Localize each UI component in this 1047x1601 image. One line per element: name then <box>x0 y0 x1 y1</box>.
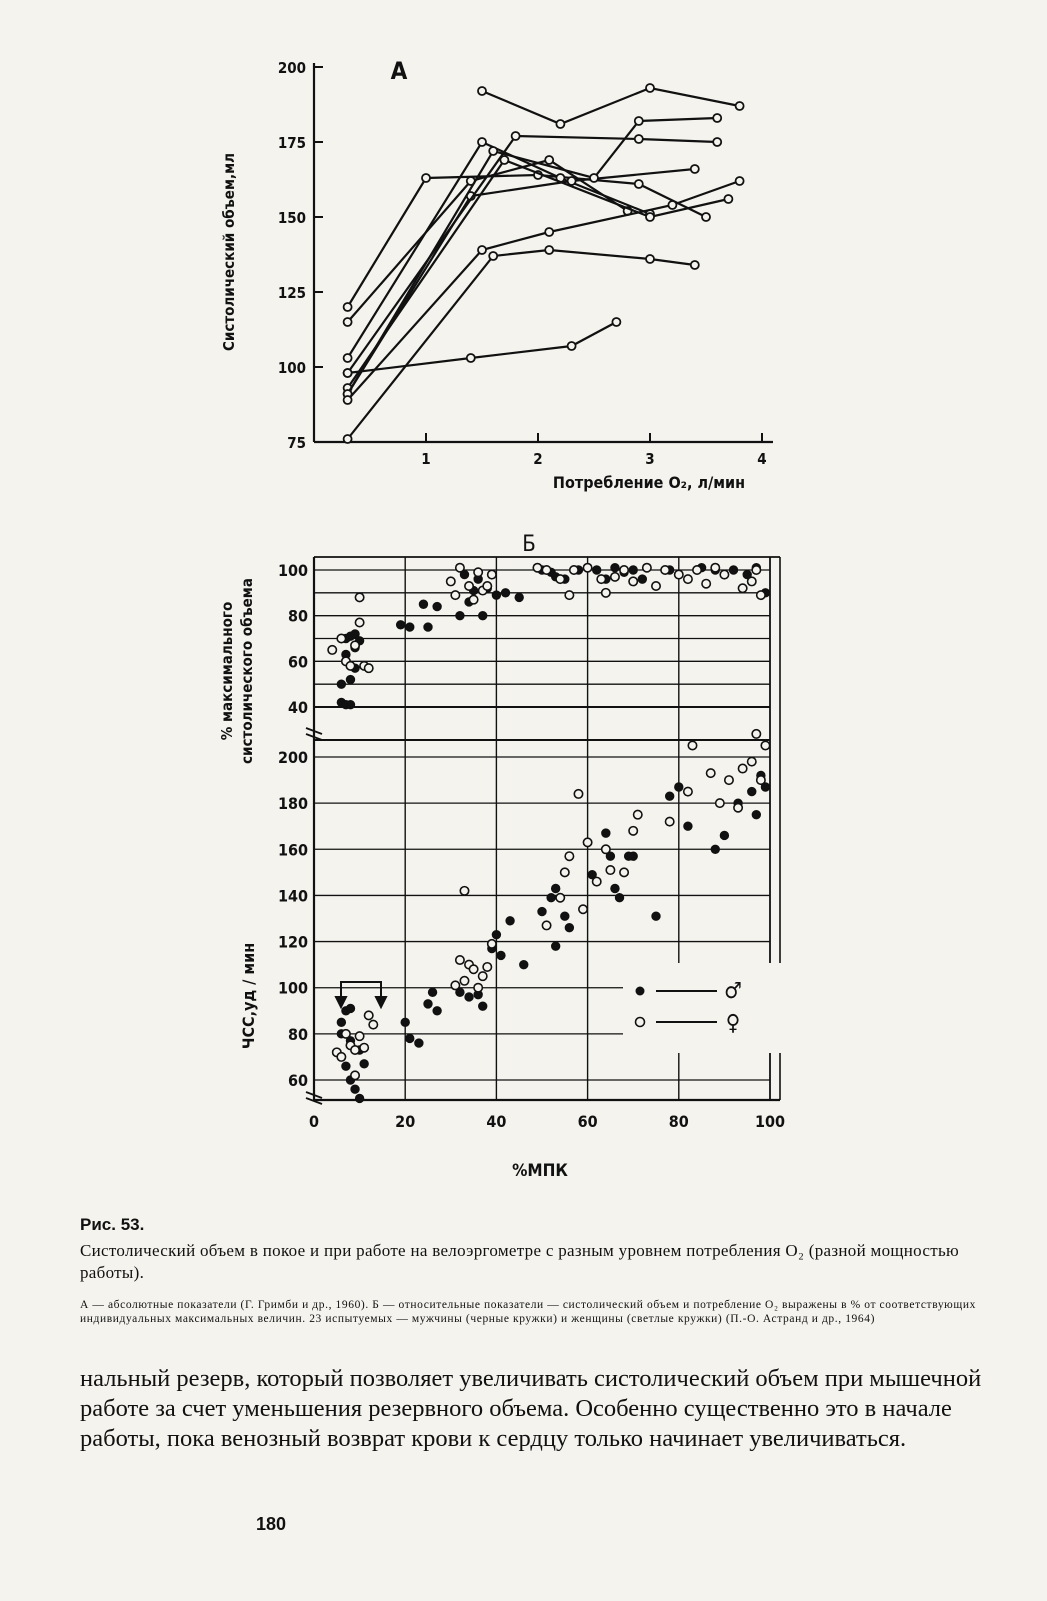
female-point <box>369 1020 377 1028</box>
panel-a-point <box>724 195 732 203</box>
panel-a-point <box>590 174 598 182</box>
male-point <box>355 1094 363 1102</box>
panel-a-point <box>713 138 721 146</box>
female-point <box>483 582 491 590</box>
male-point <box>684 822 692 830</box>
female-point <box>447 577 455 585</box>
female-point <box>611 573 619 581</box>
male-point <box>337 1018 345 1026</box>
panel-a-line <box>348 250 695 439</box>
panel-a-point <box>545 156 553 164</box>
female-point <box>602 845 610 853</box>
legend <box>623 963 785 1053</box>
female-point <box>597 575 605 583</box>
female-point <box>684 575 692 583</box>
male-point <box>346 1004 354 1012</box>
female-point <box>602 589 610 597</box>
male-point <box>433 1007 441 1015</box>
female-point <box>346 662 354 670</box>
panel-b-x-label: %МПК <box>512 1161 568 1181</box>
female-point <box>583 838 591 846</box>
panel-b-x-tick-label: 60 <box>577 1112 598 1131</box>
female-point <box>456 564 464 572</box>
panel-a-label: А <box>390 57 408 85</box>
panel-a-x-tick-label: 2 <box>533 450 543 468</box>
panel-a-y-label: Систолический объем,мл <box>220 152 238 352</box>
panel-a-point <box>478 87 486 95</box>
panel-a-point <box>635 135 643 143</box>
female-point <box>451 591 459 599</box>
female-point <box>469 595 477 603</box>
panel-a-series-line <box>344 318 621 377</box>
male-point <box>479 1002 487 1010</box>
female-point <box>355 618 363 626</box>
female-point <box>365 1011 373 1019</box>
panel-a-point <box>646 84 654 92</box>
male-point <box>748 787 756 795</box>
female-point <box>752 730 760 738</box>
male-point <box>428 988 436 996</box>
male-point <box>729 566 737 574</box>
female-point <box>355 593 363 601</box>
female-point <box>752 566 760 574</box>
female-point <box>620 566 628 574</box>
panel-a-point <box>478 138 486 146</box>
panel-a-series-line <box>344 171 710 311</box>
panel-a-point <box>489 252 497 260</box>
female-point <box>716 799 724 807</box>
male-point <box>720 831 728 839</box>
panel-b-x-tick-label: 80 <box>668 1112 689 1131</box>
male-point <box>479 611 487 619</box>
panel-b-bottom-y-tick-label: 80 <box>287 1024 308 1044</box>
panel-a-x-ticks <box>421 433 766 468</box>
male-point <box>675 783 683 791</box>
female-point <box>693 566 701 574</box>
female-point <box>738 764 746 772</box>
panel-a-y-tick-label: 125 <box>277 284 306 302</box>
female-point <box>561 868 569 876</box>
female-point <box>720 570 728 578</box>
panel-b-bottom-y-tick-label: 140 <box>277 886 308 906</box>
panel-b-bottom-y-tick-label: 180 <box>277 794 308 814</box>
panel-a-point <box>635 117 643 125</box>
female-point <box>483 963 491 971</box>
female-point <box>465 582 473 590</box>
panel-b-bottom-y-tick-label: 100 <box>277 978 308 998</box>
panel-a-series-line <box>344 165 699 398</box>
male-point <box>424 623 432 631</box>
panel-a-line <box>348 118 718 394</box>
panel-a-point <box>344 303 352 311</box>
panel-a-point <box>512 132 520 140</box>
panel-a-series-line <box>478 84 744 128</box>
rest-bracket <box>336 982 386 1007</box>
female-point <box>574 790 582 798</box>
female-point <box>342 1030 350 1038</box>
male-point <box>638 575 646 583</box>
female-point <box>702 580 710 588</box>
male-point <box>561 912 569 920</box>
panel-a-point <box>422 174 430 182</box>
female-point <box>542 566 550 574</box>
page-number: 180 <box>256 1514 287 1534</box>
female-point <box>355 1032 363 1040</box>
panel-a-y-ticks <box>278 59 323 452</box>
panel-b-bottom-y-tick-label: 120 <box>277 932 308 952</box>
panel-b-x-tick-label: 20 <box>395 1112 416 1131</box>
panel-a-point <box>568 342 576 350</box>
male-point <box>665 792 673 800</box>
male-point <box>652 912 660 920</box>
panel-a-line <box>348 169 695 394</box>
male-point <box>346 675 354 683</box>
female-point <box>337 634 345 642</box>
male-point <box>401 1018 409 1026</box>
female-point <box>570 566 578 574</box>
panel-b-top-y-label-line2: систолического объема <box>238 578 256 764</box>
panel-b-bottom-y-tick-label: 160 <box>277 840 308 860</box>
panel-a-point <box>691 261 699 269</box>
female-point <box>665 817 673 825</box>
panel-a-point <box>556 120 564 128</box>
legend-male-symbol: ♂ <box>724 979 742 1004</box>
figure-caption-details: А — абсолютные показатели (Г. Гримби и др., 1960). Б — относительные показатели — систолический объем и потребление О₂ выражены в % от соответствующих индивидуальных максимальных величин. 23 испытуемых — мужчины (черные кружки) и женщины (светлые кружки) (П.-О. Астранд и др., 1964) <box>80 1299 976 1325</box>
panel-b-top-y-tick-label: 80 <box>287 606 308 626</box>
panel-a-point <box>489 147 497 155</box>
female-point <box>748 757 756 765</box>
female-point <box>629 827 637 835</box>
panel-a-point <box>467 354 475 362</box>
female-point <box>593 877 601 885</box>
female-point <box>451 981 459 989</box>
male-point <box>415 1039 423 1047</box>
female-point <box>661 566 669 574</box>
panel-a-point <box>736 102 744 110</box>
panel-a-x-tick-label: 1 <box>421 450 431 468</box>
female-point <box>748 577 756 585</box>
female-point <box>688 741 696 749</box>
female-point <box>579 905 587 913</box>
panel-b-top-y-tick-label: 40 <box>287 698 308 717</box>
female-point <box>725 776 733 784</box>
figure-caption: Систолический объем в покое и при работе на велоэргометре с разным уровнем потребления О₂ (разной мощностью работы). <box>80 1241 960 1282</box>
panel-a-point <box>635 180 643 188</box>
female-point <box>606 866 614 874</box>
female-point <box>620 868 628 876</box>
male-point <box>752 810 760 818</box>
male-point <box>406 1034 414 1042</box>
male-point <box>615 894 623 902</box>
female-point <box>761 741 769 749</box>
female-point <box>565 852 573 860</box>
female-point <box>583 564 591 572</box>
panel-a-x-tick-label: 4 <box>757 450 767 468</box>
panel-a-point <box>668 201 676 209</box>
panel-a-point <box>646 255 654 263</box>
female-point <box>684 787 692 795</box>
panel-a-x-tick-label: 3 <box>645 450 655 468</box>
male-point <box>492 930 500 938</box>
panel-a-point <box>736 177 744 185</box>
female-point <box>337 1053 345 1061</box>
male-point <box>593 566 601 574</box>
panel-a-point <box>646 213 654 221</box>
female-point <box>474 568 482 576</box>
female-point <box>542 921 550 929</box>
female-point <box>652 582 660 590</box>
male-point <box>360 1060 368 1068</box>
female-point <box>556 575 564 583</box>
panel-a-line <box>348 160 729 388</box>
female-point <box>474 984 482 992</box>
male-point <box>351 1085 359 1093</box>
panel-a-point <box>478 246 486 254</box>
panel-a-series-line <box>344 156 733 392</box>
female-point <box>634 810 642 818</box>
female-point <box>533 564 541 572</box>
female-point <box>565 591 573 599</box>
panel-a-series <box>344 84 744 443</box>
legend-male-marker <box>636 987 645 996</box>
panel-a-line <box>348 175 706 307</box>
panel-a-point <box>713 114 721 122</box>
female-point <box>460 887 468 895</box>
panel-a-point <box>545 246 553 254</box>
male-point <box>501 589 509 597</box>
female-point <box>328 646 336 654</box>
male-point <box>629 852 637 860</box>
panel-b-bottom-y-tick-label: 60 <box>287 1071 308 1090</box>
female-point <box>757 776 765 784</box>
female-point <box>707 769 715 777</box>
male-point <box>346 701 354 709</box>
panel-b-x-tick-label: 100 <box>754 1112 786 1131</box>
legend-female-symbol: ♀ <box>725 1011 741 1036</box>
panel-a-point <box>344 318 352 326</box>
male-point <box>342 1062 350 1070</box>
male-point <box>611 564 619 572</box>
male-point <box>492 591 500 599</box>
panel-a-point <box>612 318 620 326</box>
female-point <box>757 591 765 599</box>
female-point <box>488 940 496 948</box>
female-point <box>456 956 464 964</box>
figure-number: Рис. 53. <box>80 1215 145 1234</box>
female-point <box>360 1044 368 1052</box>
male-point <box>602 829 610 837</box>
panel-b-bottom-y-tick-label: 200 <box>277 748 308 767</box>
male-point <box>506 917 514 925</box>
male-point <box>406 623 414 631</box>
female-point <box>643 564 651 572</box>
panel-b-label: Б <box>522 532 536 557</box>
panel-a-point <box>344 396 352 404</box>
female-point <box>365 664 373 672</box>
male-point <box>497 951 505 959</box>
panel-b-top-y-tick-label: 60 <box>287 652 308 672</box>
male-point <box>611 884 619 892</box>
panel-b-top-y-label-line1: % максимального <box>218 601 236 741</box>
male-point <box>520 960 528 968</box>
male-point <box>424 1000 432 1008</box>
male-point <box>551 942 559 950</box>
panel-b-x-tick-label: 40 <box>486 1112 507 1131</box>
male-point <box>629 566 637 574</box>
panel-a-y-tick-label: 200 <box>277 59 306 77</box>
body-paragraph: нальный резерв, который позволяет увеличивать систолический объем при мышечной работе за счет уменьшения резервного объема. Особенно существенно это в начале работы, пока венозный возврат крови к сердцу только начинает увеличиваться. <box>80 1365 982 1452</box>
male-point <box>433 602 441 610</box>
female-point <box>351 1071 359 1079</box>
panel-a-point <box>568 177 576 185</box>
female-point <box>556 894 564 902</box>
male-point <box>551 884 559 892</box>
female-point <box>460 977 468 985</box>
panel-a-y-tick-label: 100 <box>277 359 306 377</box>
female-point <box>351 1046 359 1054</box>
panel-a-x-label: Потребление О₂, л/мин <box>552 473 746 492</box>
panel-a-point <box>545 228 553 236</box>
panel-a-series-line <box>344 138 654 362</box>
female-point <box>469 965 477 973</box>
male-point <box>419 600 427 608</box>
panel-a-y-tick-label: 75 <box>287 434 306 452</box>
male-point <box>515 593 523 601</box>
female-point <box>711 564 719 572</box>
panel-a-y-tick-label: 175 <box>277 134 306 152</box>
female-point <box>675 570 683 578</box>
panel-a-point <box>702 213 710 221</box>
panel-a <box>220 57 773 492</box>
female-point <box>738 584 746 592</box>
legend-female-marker <box>636 1018 645 1027</box>
panel-b <box>218 532 785 1181</box>
male-point <box>565 924 573 932</box>
male-point <box>711 845 719 853</box>
panel-a-series-line <box>344 114 722 398</box>
panel-a-point <box>691 165 699 173</box>
male-point <box>396 621 404 629</box>
male-point <box>538 907 546 915</box>
female-point <box>479 972 487 980</box>
male-point <box>337 680 345 688</box>
panel-a-point <box>344 369 352 377</box>
panel-b-x-tick-label: 0 <box>308 1112 320 1131</box>
male-point <box>547 894 555 902</box>
female-point <box>351 641 359 649</box>
panel-b-top-y-tick-label: 100 <box>277 561 308 580</box>
female-point <box>629 577 637 585</box>
panel-a-y-tick-label: 150 <box>277 209 306 227</box>
female-point <box>488 570 496 578</box>
panel-b-bottom-y-label: ЧСС,уд / мин <box>239 942 258 1050</box>
male-point <box>456 611 464 619</box>
male-point <box>465 993 473 1001</box>
female-point <box>734 804 742 812</box>
panel-a-point <box>344 354 352 362</box>
panel-a-point <box>344 435 352 443</box>
